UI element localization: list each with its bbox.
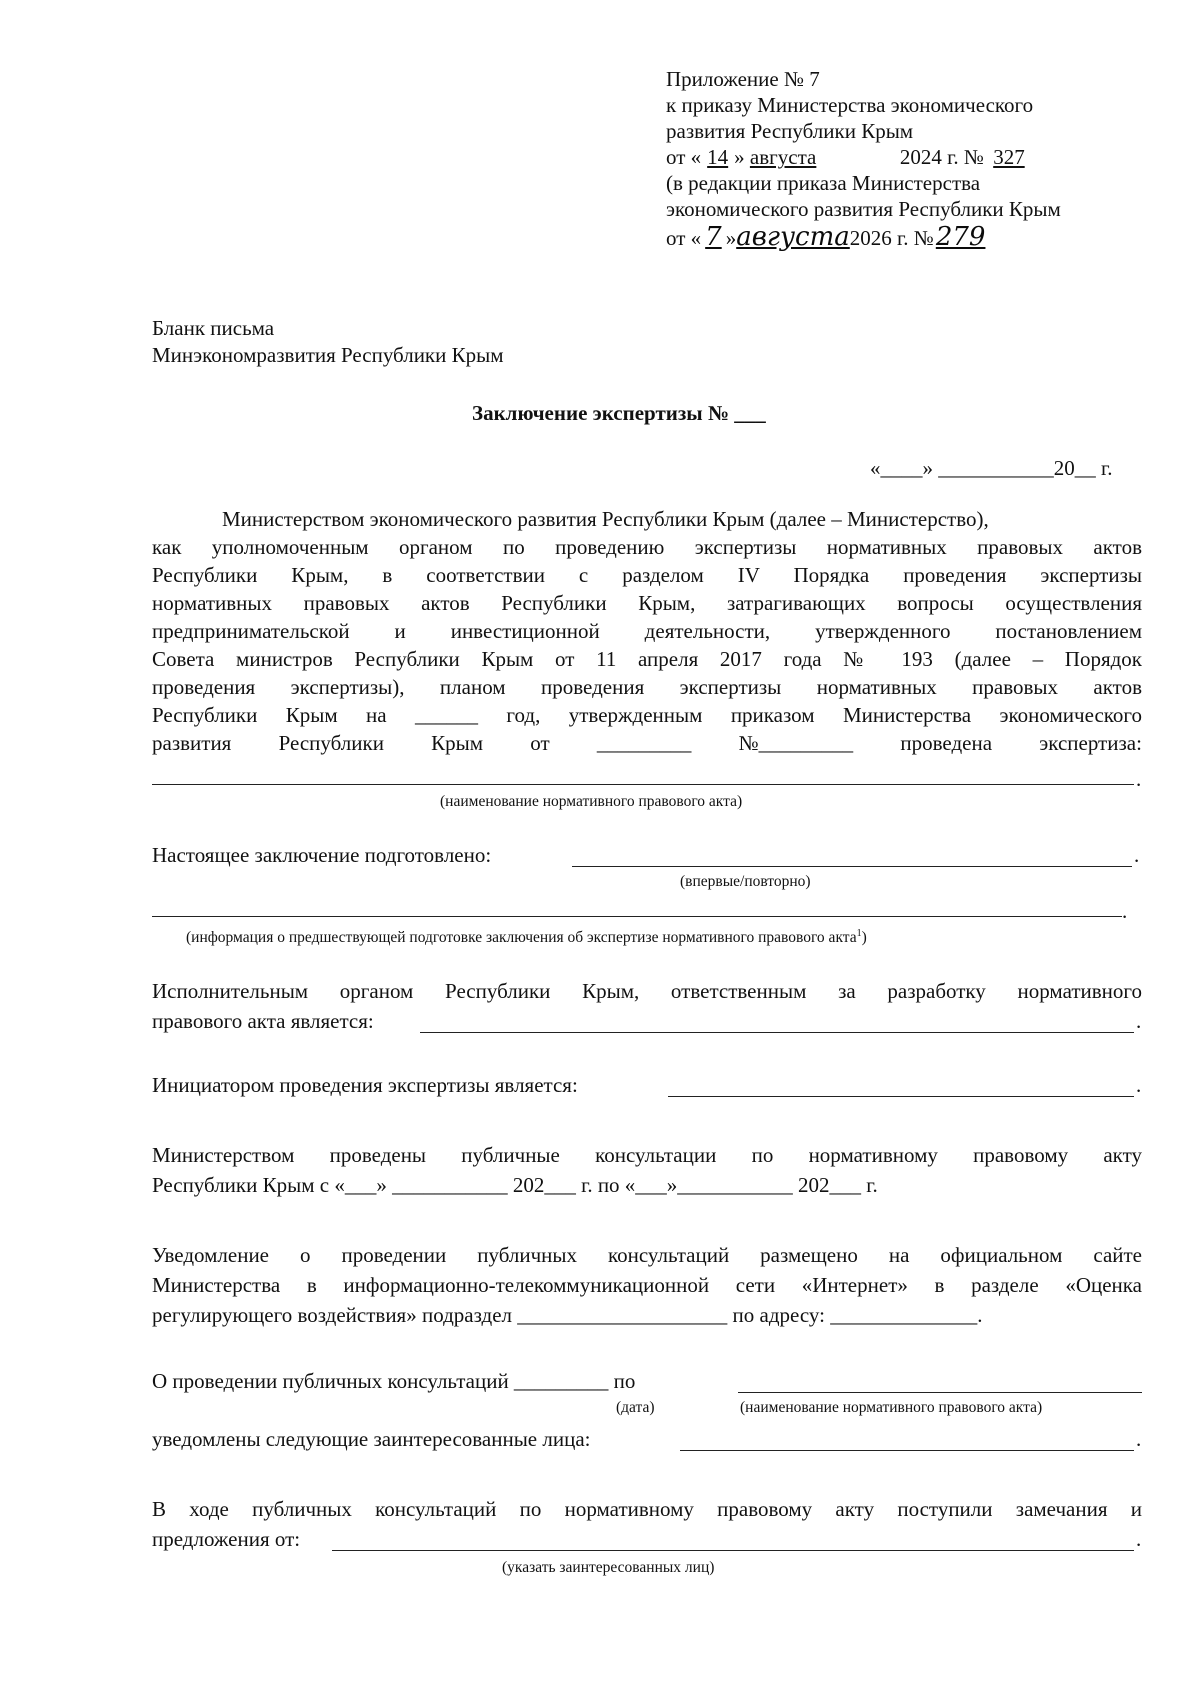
notice-line-3: регулирующего воздействия» подраздел ____________________ по адресу: ______________. — [152, 1303, 983, 1327]
intro-line-5: предпринимательской и инвестиционной деятельности, утвержденного постановлением — [152, 619, 1142, 643]
about-date-caption: (дата) — [616, 1399, 655, 1416]
responsible-dot: . — [1136, 1009, 1142, 1033]
about-act-field — [738, 1392, 1142, 1393]
previous-preparation-field — [152, 916, 1122, 917]
prepared-caption: (впервые/повторно) — [680, 873, 811, 890]
page-title: Заключение экспертизы № ___ — [472, 401, 766, 425]
responsible-line-1: Исполнительным органом Республики Крым, ответственным за разработку нормативного — [152, 979, 1142, 1003]
appendix-line-5: (в редакции приказа Министерства — [666, 171, 981, 195]
responsible-line-2: правового акта является: — [152, 1009, 374, 1033]
remarks-field — [332, 1550, 1134, 1551]
notice-line-1: Уведомление о проведении публичных консультаций размещено на официальном сайте — [152, 1243, 1142, 1267]
intro-line-3: Республики Крым, в соответствии с разделом IV Порядка проведения экспертизы — [152, 563, 1142, 587]
notice-line-2: Министерства в информационно-телекоммуникационной сети «Интернет» в разделе «Оценка — [152, 1273, 1142, 1297]
remarks-line-1: В ходе публичных консультаций по нормативному правовому акту поступили замечания и — [152, 1497, 1142, 1521]
prepared-dot: . — [1134, 843, 1140, 867]
previous-preparation-dot: . — [1122, 899, 1128, 923]
act-name-dot: . — [1136, 767, 1142, 791]
intro-line-7: проведения экспертизы), планом проведения экспертизы нормативных правовых актов — [152, 675, 1142, 699]
intro-line-1: Министерством экономического развития Республики Крым (далее – Министерство), — [222, 507, 989, 531]
prepared-label: Настоящее заключение подготовлено: — [152, 843, 492, 867]
responsible-field — [420, 1032, 1134, 1033]
consultations-line-1: Министерством проведены публичные консультации по нормативному правовому акту — [152, 1143, 1142, 1167]
conclusion-date-line: «____» ___________20__ г. — [870, 456, 1113, 480]
appendix-handwritten-line: от « 7 »августа2026 г. №279 — [666, 222, 986, 252]
remarks-dot: . — [1136, 1527, 1142, 1551]
letterhead-line-1: Бланк письма — [152, 316, 275, 340]
consultations-line-2: Республики Крым с «___» ___________ 202___ г. по «___»___________ 202___ г. — [152, 1173, 878, 1197]
appendix-date-line: от « 14 » августа 2024 г. № 327 — [666, 144, 1029, 170]
intro-line-8: Республики Крым на ______ год, утвержденным приказом Министерства экономического — [152, 703, 1142, 727]
about-line-2: уведомлены следующие заинтересованные лица: — [152, 1427, 591, 1451]
remarks-caption: (указать заинтересованных лиц) — [502, 1559, 715, 1576]
about-line-1: О проведении публичных консультаций _________ по — [152, 1369, 636, 1393]
initiator-dot: . — [1136, 1073, 1142, 1097]
handwritten-number: 279 — [935, 222, 986, 252]
appendix-line-3: развития Республики Крым — [666, 119, 914, 143]
initiator-label: Инициатором проведения экспертизы является: — [152, 1073, 578, 1097]
appendix-month: августа — [749, 145, 817, 169]
footnote-mark: 1 — [856, 928, 862, 939]
act-name-field — [152, 784, 1134, 785]
intro-line-6: Совета министров Республики Крым от 11 апреля 2017 года № 193 (далее – Порядок — [152, 647, 1142, 671]
prepared-field — [572, 866, 1132, 867]
appendix-line-6: экономического развития Республики Крым — [666, 197, 1061, 221]
letterhead-line-2: Минэкономразвития Республики Крым — [152, 343, 504, 367]
appendix-day: 14 — [707, 145, 729, 169]
previous-preparation-caption: (информация о предшествующей подготовке заключения об экспертизе нормативного правового акта$^1$) — [186, 928, 867, 947]
stakeholders-field — [680, 1450, 1134, 1451]
remarks-line-2: предложения от: — [152, 1527, 301, 1551]
handwritten-month: августа — [736, 222, 850, 252]
intro-line-2: как уполномоченным органом по проведению экспертизы нормативных правовых актов — [152, 535, 1142, 559]
handwritten-day: 7 — [705, 222, 722, 252]
intro-line-9: развития Республики Крым от _________ №_________ проведена экспертиза: — [152, 731, 1142, 755]
about-act-caption: (наименование нормативного правового акта) — [740, 1399, 1043, 1416]
appendix-line-1: Приложение № 7 — [666, 67, 820, 91]
act-name-caption: (наименование нормативного правового акта) — [440, 793, 743, 810]
appendix-line-2: к приказу Министерства экономического — [666, 93, 1034, 117]
initiator-field — [668, 1096, 1134, 1097]
intro-line-4: нормативных правовых актов Республики Крым, затрагивающих вопросы осуществления — [152, 591, 1142, 615]
stakeholders-dot: . — [1136, 1427, 1142, 1451]
appendix-number: 327 — [993, 145, 1025, 169]
